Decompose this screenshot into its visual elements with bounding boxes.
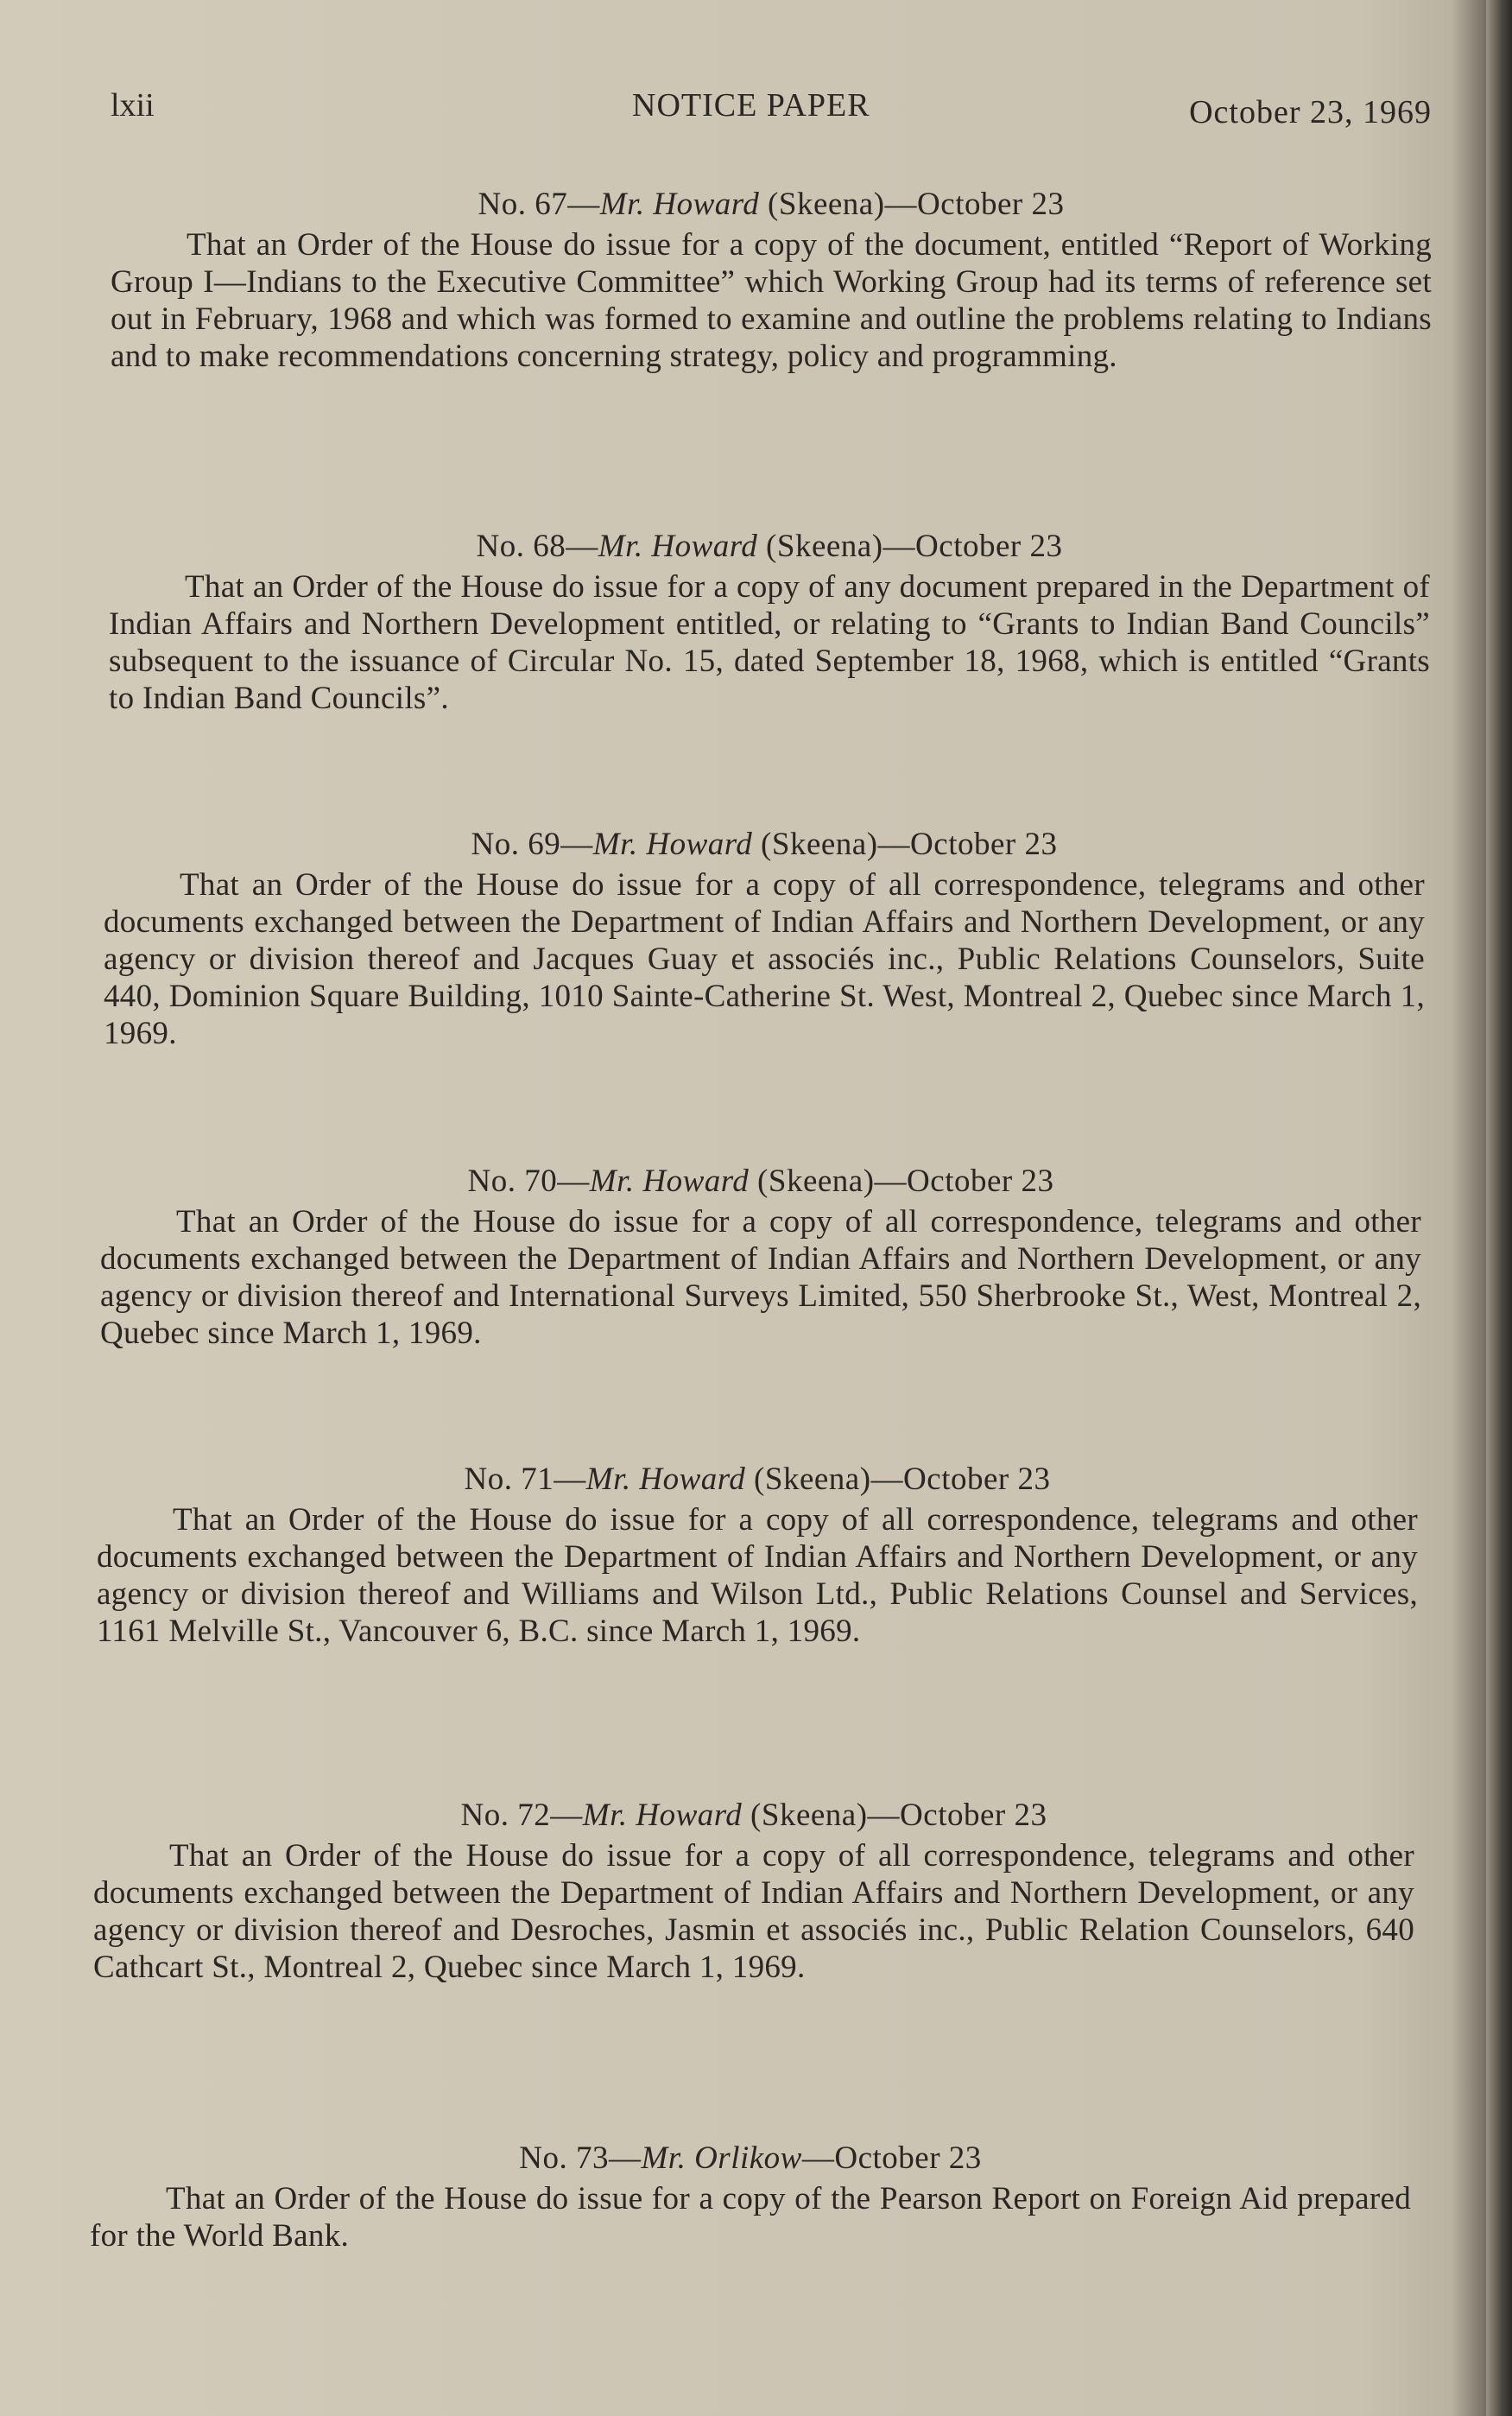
question-number: No. 72 — [460, 1798, 551, 1833]
question-member: Mr. Howard — [589, 1164, 750, 1199]
question-date: October 23 — [915, 529, 1063, 564]
header-date: October 23, 1969 — [1189, 94, 1432, 130]
question-riding: (Skeena) — [768, 187, 885, 222]
page-header — [111, 86, 1432, 138]
question-member: Mr. Howard — [585, 1462, 746, 1497]
question-riding: (Skeena) — [750, 1798, 868, 1833]
question-member: Mr. Howard — [598, 529, 758, 564]
question-heading: No. 73—Mr. Orlikow—October 23 — [519, 2140, 982, 2176]
question-item — [90, 2137, 1411, 2254]
question-item — [104, 823, 1425, 1052]
question-item — [109, 525, 1430, 717]
page-title: NOTICE PAPER — [632, 87, 870, 124]
question-number: No. 67 — [478, 187, 568, 222]
question-date: October 23 — [917, 187, 1065, 222]
question-heading: No. 67—Mr. Howard (Skeena)—October 23 — [478, 187, 1065, 222]
question-riding: (Skeena) — [754, 1462, 871, 1497]
question-number: No. 70 — [467, 1164, 558, 1199]
question-number: No. 71 — [464, 1462, 554, 1497]
question-date: October 23 — [900, 1798, 1047, 1833]
question-item — [97, 1458, 1418, 1650]
question-riding: (Skeena) — [766, 529, 883, 564]
question-date: October 23 — [907, 1164, 1054, 1199]
question-text: That an Order of the House do issue for a copy of all correspondence, telegrams and other documents exchanged between the Department of Indian Affairs and Northern Development, or any agency or division thereof and International Surveys Limited, 550 Sherbrooke St., West, Montreal 2, Quebec since March 1, 1969. — [100, 1204, 1421, 1351]
question-riding: (Skeena) — [757, 1164, 875, 1199]
question-text: That an Order of the House do issue for a copy of any document prepared in the Department of Indian Affairs and Northern Development entitled, or relating to “Grants to Indian Band Councils” subsequent to the issuance of Circular No. 15, dated September 18, 1968, which is entitled “Grants to Indian Band Councils”. — [109, 569, 1430, 716]
question-date: October 23 — [834, 2140, 982, 2176]
question-member: Mr. Orlikow — [641, 2140, 802, 2176]
book-spine-shadow — [1486, 0, 1512, 2416]
question-date: October 23 — [910, 827, 1058, 862]
question-item — [93, 1794, 1414, 1986]
question-heading: No. 68—Mr. Howard (Skeena)—October 23 — [476, 529, 1063, 564]
question-riding: (Skeena) — [761, 827, 878, 862]
question-heading: No. 71—Mr. Howard (Skeena)—October 23 — [464, 1462, 1051, 1497]
question-text: That an Order of the House do issue for a copy of the Pearson Report on Foreign Aid prepared for the World Bank. — [90, 2181, 1411, 2254]
question-text: That an Order of the House do issue for a copy of the document, entitled “Report of Working Group I—Indians to the Executive Committee” which Working Group had its terms of reference set out in February, 1968 and which was formed to examine and outline the problems relating to Indians and to make recommendations concerning strategy, policy and programming. — [111, 227, 1432, 374]
question-member: Mr. Howard — [592, 827, 753, 862]
question-text: That an Order of the House do issue for a copy of all correspondence, telegrams and other documents exchanged between the Department of Indian Affairs and Northern Development, or any agency or division thereof and Williams and Wilson Ltd., Public Relations Counsel and Services, 1161 Melville St., Vancouver 6, B.C. since March 1, 1969. — [97, 1502, 1418, 1649]
question-item — [100, 1160, 1421, 1352]
question-text: That an Order of the House do issue for a copy of all correspondence, telegrams and other documents exchanged between the Department of Indian Affairs and Northern Development, or any agency or division thereof and Jacques Guay et associés inc., Public Relations Counselors, Suite 440, Dominion Square Building, 1010 Sainte-Catherine St. West, Montreal 2, Quebec since March 1, 1969. — [104, 867, 1425, 1051]
question-number: No. 68 — [476, 529, 566, 564]
question-number: No. 69 — [471, 827, 561, 862]
page-number: lxii — [111, 87, 155, 124]
question-heading: No. 70—Mr. Howard (Skeena)—October 23 — [467, 1164, 1054, 1199]
question-member: Mr. Howard — [582, 1798, 743, 1833]
question-item — [111, 183, 1432, 375]
question-text: That an Order of the House do issue for a copy of all correspondence, telegrams and other documents exchanged between the Department of Indian Affairs and Northern Development, or any agency or division thereof and Desroches, Jasmin et associés inc., Public Relation Counselors, 640 Cathcart St., Montreal 2, Quebec since March 1, 1969. — [93, 1838, 1414, 1985]
question-number: No. 73 — [519, 2140, 609, 2176]
question-heading: No. 72—Mr. Howard (Skeena)—October 23 — [460, 1798, 1047, 1833]
question-date: October 23 — [903, 1462, 1051, 1497]
question-heading: No. 69—Mr. Howard (Skeena)—October 23 — [471, 827, 1058, 862]
question-member: Mr. Howard — [599, 187, 760, 222]
